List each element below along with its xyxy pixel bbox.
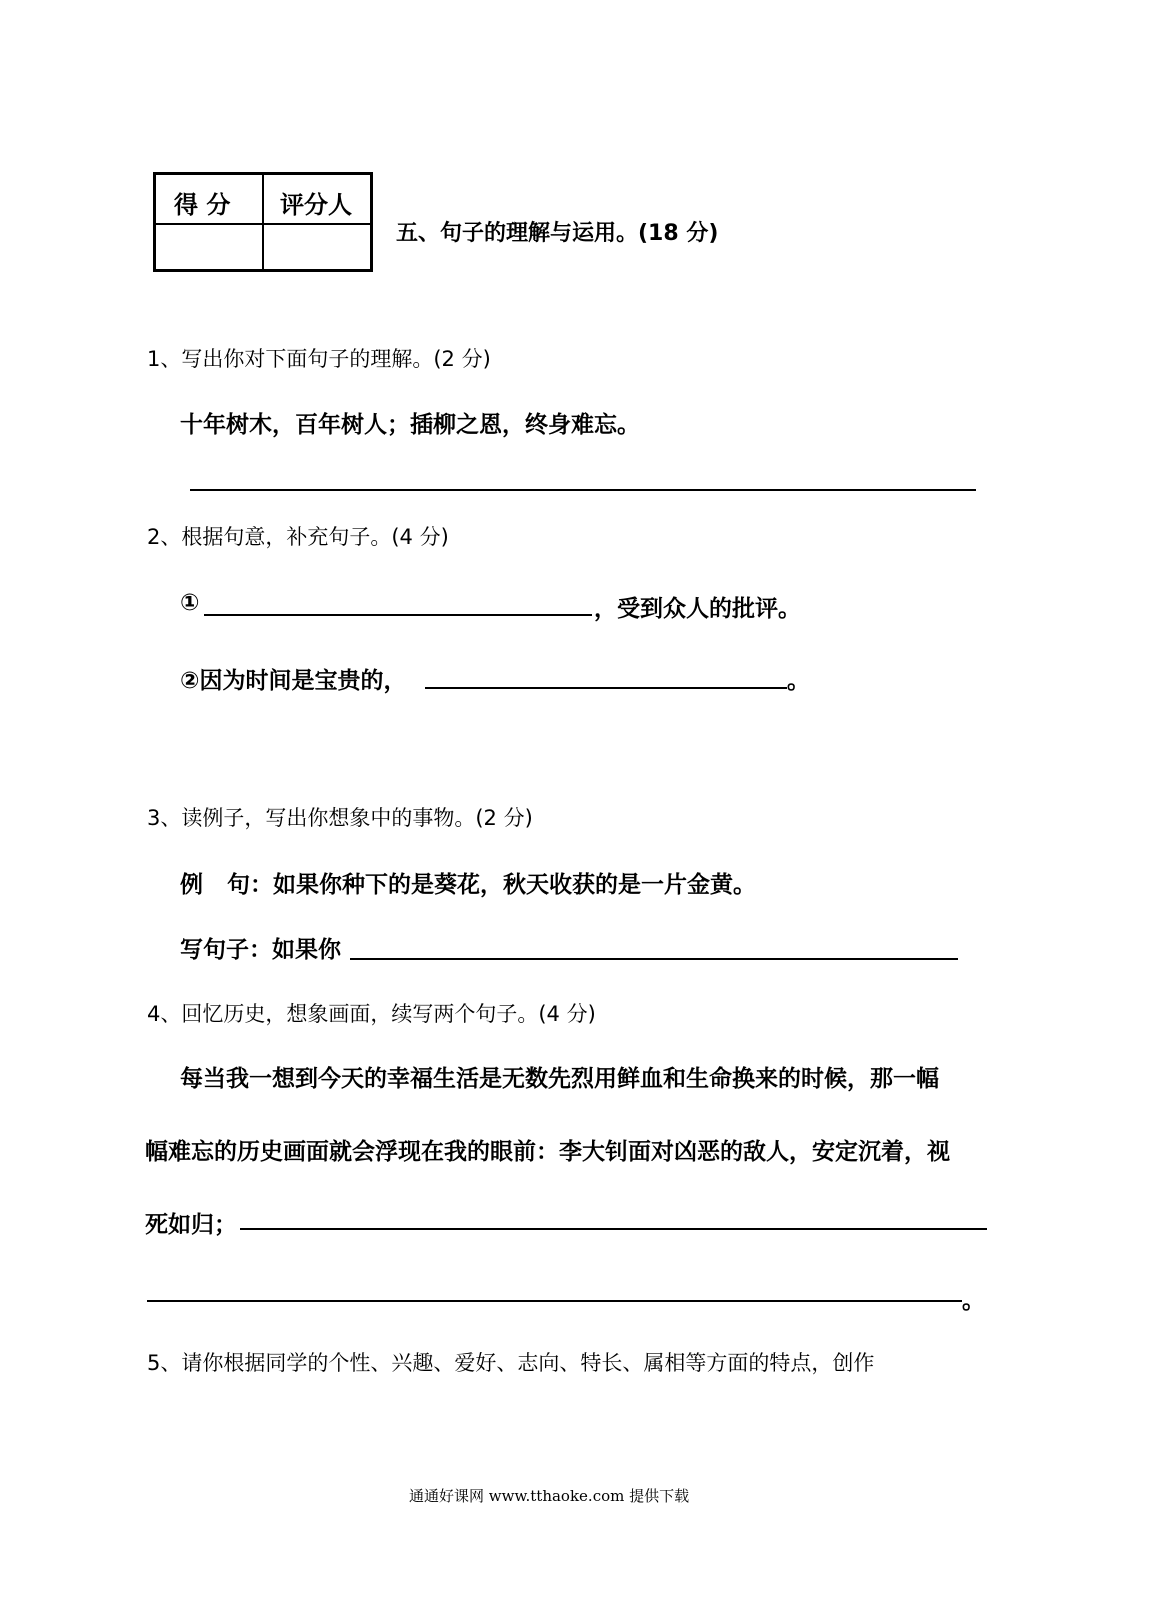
q2-prompt: 2、根据句意，补充句子。(4 分): [147, 525, 449, 549]
table-divider-horizontal: [156, 223, 370, 225]
q2-item1-prefix: ①: [180, 590, 200, 616]
q3-answer-line[interactable]: [350, 958, 958, 960]
score-table: [153, 172, 373, 272]
q4-paragraph-line3-prefix: 死如归；: [145, 1212, 237, 1238]
q3-write-prefix: 写句子：如果你: [180, 937, 341, 963]
q3-prompt: 3、读例子，写出你想象中的事物。(2 分): [147, 806, 533, 830]
q4-answer-line1[interactable]: [240, 1228, 987, 1230]
q5-prompt: 5、请你根据同学的个性、兴趣、爱好、志向、特长、属相等方面的特点，创作: [147, 1351, 875, 1375]
q4-prompt: 4、回忆历史，想象画面，续写两个句子。(4 分): [147, 1002, 596, 1026]
q4-paragraph-line1: 每当我一想到今天的幸福生活是无数先烈用鲜血和生命换来的时候，那一幅: [180, 1066, 939, 1092]
q2-item2-suffix: 。: [787, 668, 810, 694]
q2-item2-answer-line[interactable]: [425, 687, 787, 689]
section-title: 五、句子的理解与运用。(18 分): [396, 221, 719, 246]
q2-item1-answer-line[interactable]: [204, 614, 592, 616]
q1-answer-line[interactable]: [190, 489, 976, 491]
grader-header: 评分人: [280, 191, 352, 219]
footer-text: 通通好课网 www.tthaoke.com 提供下载: [409, 1487, 690, 1505]
table-divider-vertical: [262, 175, 264, 269]
score-header: 得 分: [174, 191, 231, 219]
q4-answer-line2[interactable]: [147, 1300, 962, 1302]
q1-sentence: 十年树木，百年树人；插柳之恩，终身难忘。: [180, 412, 640, 438]
q2-item2-prefix: ②因为时间是宝贵的，: [180, 668, 407, 694]
q4-paragraph-line2: 幅难忘的历史画面就会浮现在我的眼前：李大钊面对凶恶的敌人，安定沉着，视: [145, 1139, 950, 1165]
q1-prompt: 1、写出你对下面句子的理解。(2 分): [147, 347, 491, 371]
q3-example: 例 句：如果你种下的是葵花，秋天收获的是一片金黄。: [180, 872, 757, 898]
q4-end-mark: 。: [962, 1288, 985, 1314]
q2-item1-suffix: ，受到众人的批评。: [594, 596, 801, 622]
